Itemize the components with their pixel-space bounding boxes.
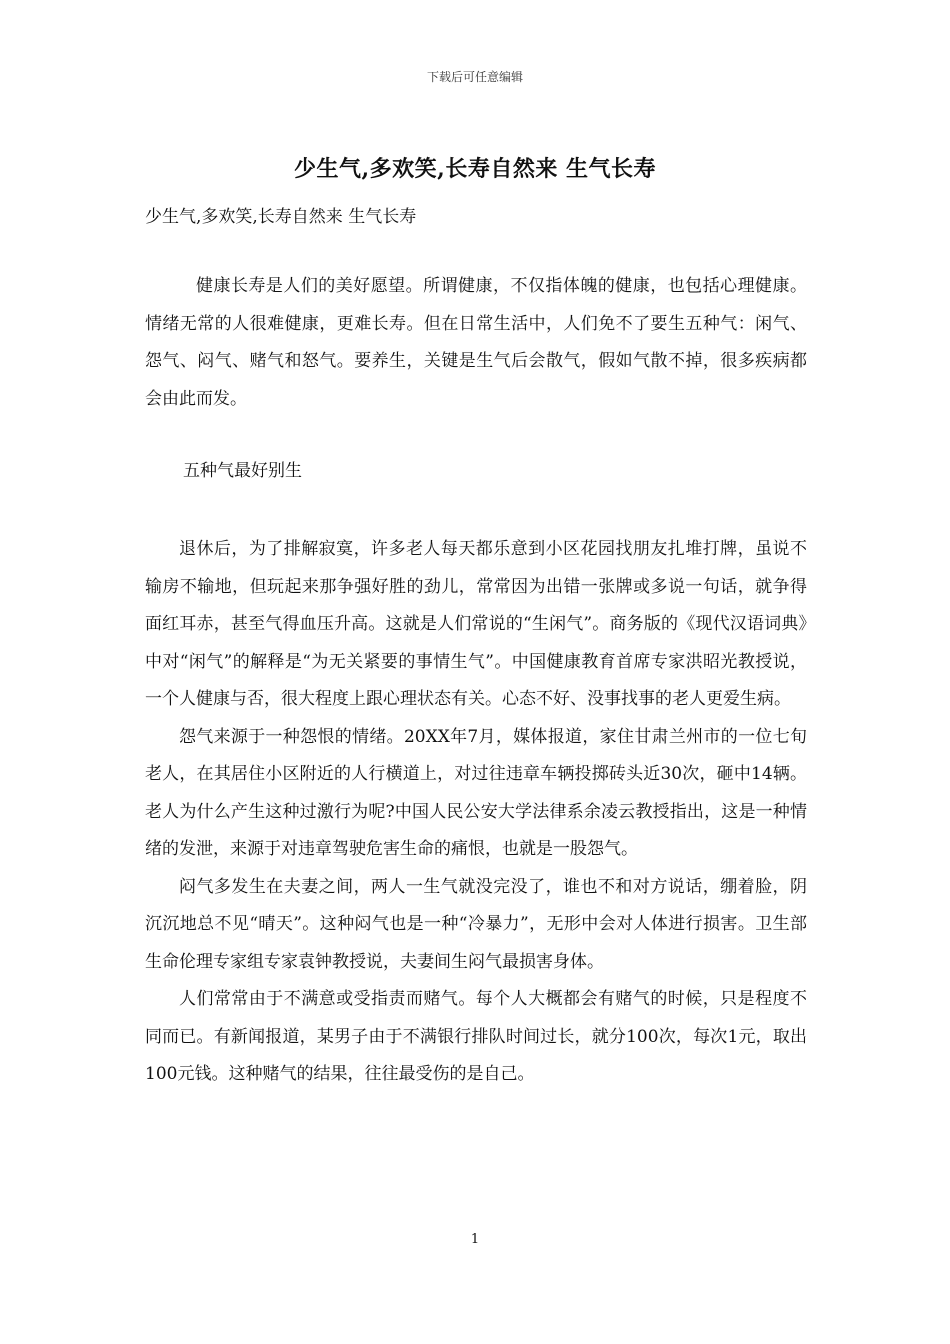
paragraph-resentment: 怨气来源于一种怨恨的情绪。20XX年7月，媒体报道，家住甘肃兰州市的一位七旬老人，在其居住小区附近的人行横道上，对过往违章车辆投掷砖头近30次，砸中14辆。老人为什么产生这种过激行为呢?中国人民公安大学法律系余凌云教授指出，这是一种情绪的发泄，来源于对违章驾驶危害生命的痛恨，也就是一股怨气。 bbox=[145, 726, 807, 859]
paragraph-idle-anger: 退休后，为了排解寂寞，许多老人每天都乐意到小区花园找朋友扎堆打牌，虽说不输房不输地，但玩起来那争强好胜的劲儿，常常因为出错一张牌或多说一句话，就争得面红耳赤，甚至气得血压升高。这就是人们常说的“生闲气”。商务版的《现代汉语词典》中对“闲气”的解释是“为无关紧要的事情生气”。中国健康教育首席专家洪昭光教授说，一个人健康与否，很大程度上跟心理状态有关。心态不好、没事找事的老人更爱生病。 bbox=[145, 539, 807, 709]
paragraph-sulking: 闷气多发生在夫妻之间，两人一生气就没完没了，谁也不和对方说话，绷着脸，阴沉沉地总不见“晴天”。这种闷气也是一种“冷暴力”，无形中会对人体进行损害。卫生部生命伦理专家组专家袁钟教授说，夫妻间生闷气最损害身体。 bbox=[145, 876, 807, 972]
intro-section bbox=[145, 268, 807, 418]
document-subtitle: 少生气,多欢笑,长寿自然来 生气长寿 bbox=[145, 207, 417, 227]
section-heading: 五种气最好别生 bbox=[183, 461, 302, 481]
page-number: 1 bbox=[470, 1232, 480, 1247]
paragraph-spite: 人们常常由于不满意或受指责而赌气。每个人大概都会有赌气的时候，只是程度不同而已。有新闻报道，某男子由于不满银行排队时间过长，就分100次，每次1元，取出100元钱。这种赌气的结果，往往最受伤的是自己。 bbox=[145, 989, 807, 1084]
intro-paragraph: 健康长寿是人们的美好愿望。所谓健康，不仅指体魄的健康，也包括心理健康。情绪无常的人很难健康，更难长寿。但在日常生活中，人们免不了要生五种气：闲气、怨气、闷气、赌气和怒气。要养生，关键是生气后会散气，假如气散不掉，很多疾病都会由此而发。 bbox=[145, 276, 807, 409]
header-note: 下载后可任意编辑 bbox=[426, 70, 523, 84]
main-body bbox=[145, 531, 807, 1094]
document-title: 少生气,多欢笑,长寿自然来 生气长寿 bbox=[294, 156, 656, 182]
